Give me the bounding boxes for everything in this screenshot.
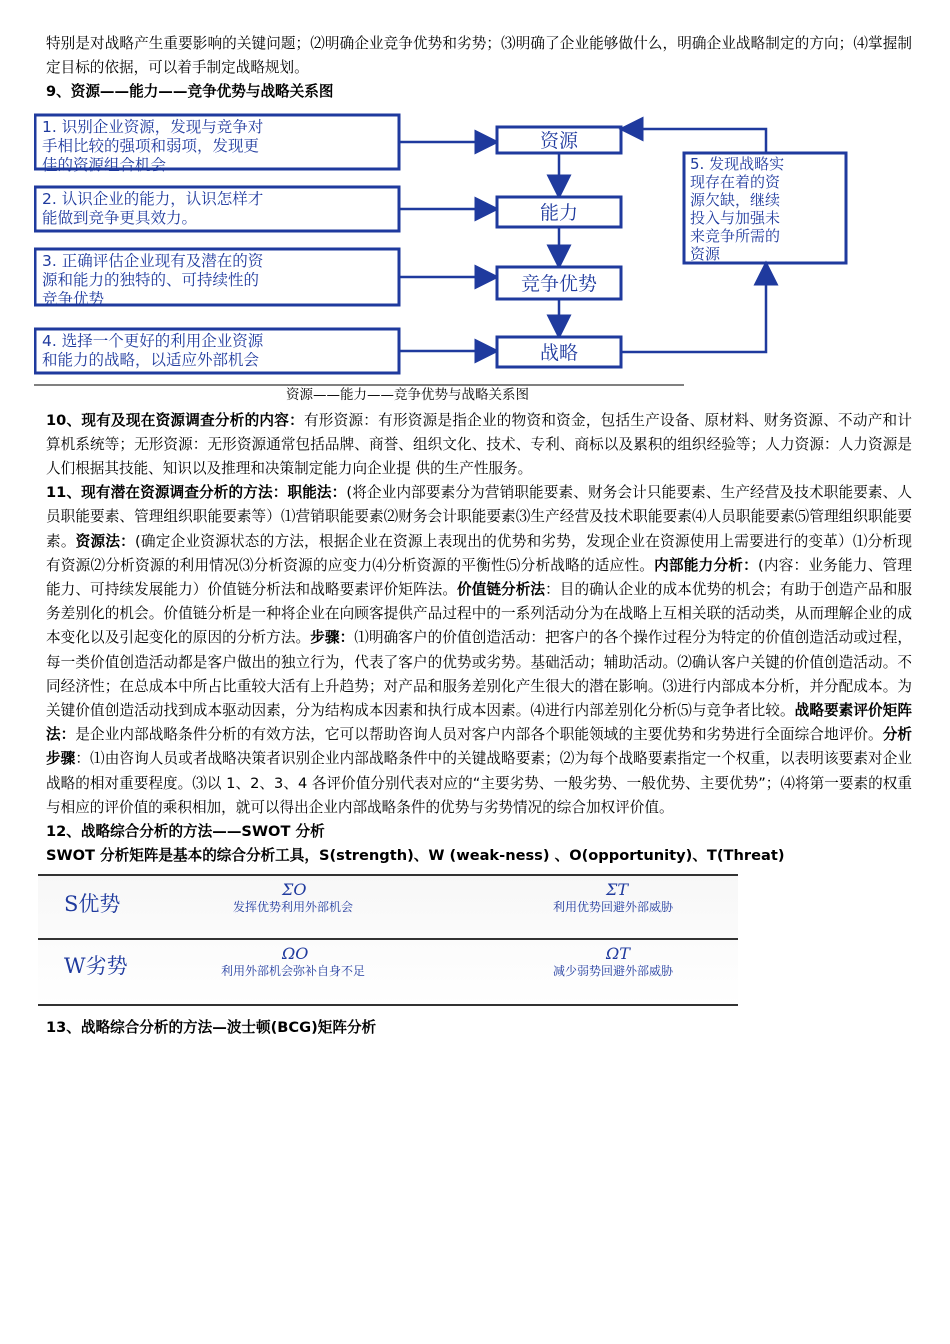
feedback-line-2: 现存在着的资 xyxy=(690,172,781,191)
swot-wt-text: 减少弱势回避外部威胁 xyxy=(552,964,673,979)
internal-capability-term: 内部能力分析： xyxy=(654,556,758,574)
feedback-in-arrow xyxy=(621,263,766,352)
swot-matrix xyxy=(38,874,738,1006)
step-text-2-line-1: 2. 认识企业的能力，认识怎样才 xyxy=(42,189,264,208)
swot-wt-symbol: ΩT xyxy=(606,944,630,964)
swot-so-text: 发挥优势利用外部机会 xyxy=(232,900,353,915)
resource-method-term: 资源法： xyxy=(75,532,136,550)
swot-wo-text: 利用外部机会弥补自身不足 xyxy=(220,964,365,979)
steps-term: 步骤： xyxy=(310,629,355,647)
node-label-4: 战略 xyxy=(539,341,579,364)
section-10-heading: 10、现有及现在资源调查分析的内容： xyxy=(46,411,304,429)
steps-text: ⑴明确客户的价值创造活动：把客户的各个操作过程分为特定的价值创造活动或过程，每一类价值创造活动都是客户做出的独立行为，代表了客户的优势或劣势。基础活动；辅助活动。⑵确认客户关键的价值创造活动。不同经济性；在总成本中所占比重较大活有上升趋势；对产品和服务差别化产生很大的潜在影响。⑶进行内部成本分析，并分配成本。为关键价值创造活动找到成本驱动因素，分为结构成本因素和执行成本因素。⑷进行内部差别化分析⑸与竞争者比较。 xyxy=(46,629,912,720)
value-chain-text: ：目的确认企业的成本优势的机会；有助于创造产品和服务差别化的机会。价值链分析是一种将企业在向顾客提供产品过程中的一系列活动分为在战略上互相关联的活动类，从而理解企业的成本变化以及引起变化的原因的分析方法。 xyxy=(46,581,912,647)
feedback-line-4: 投入与加强未 xyxy=(690,208,781,227)
swot-w-label: W劣势 xyxy=(64,954,128,979)
section-10-paragraph xyxy=(46,409,912,482)
section-12-subtitle: SWOT 分析矩阵是基本的综合分析工具，S(strength)、W (weak-ness) 、O(opportunity)、T(Threat) xyxy=(46,847,785,865)
node-label-3: 竞争优势 xyxy=(520,272,598,295)
swot-so-symbol: ΣO xyxy=(282,880,307,900)
swot-st-symbol: ΣT xyxy=(606,880,628,900)
step-text-4-line-1: 4. 选择一个更好的利用企业资源 xyxy=(42,331,264,350)
resource-capability-diagram xyxy=(34,109,894,409)
swot-wo-symbol: ΩO xyxy=(282,944,309,964)
step-text-3-line-2: 源和能力的独特的、可持续性的 xyxy=(42,270,260,289)
step-text-1-line-2: 手相比较的强项和弱项，发现更 xyxy=(42,136,260,155)
section-9-heading: 9、资源——能力——竞争优势与战略关系图 xyxy=(46,83,334,101)
analysis-steps-term: 分析步骤 xyxy=(46,726,912,768)
step-text-4-line-2: 和能力的战略，以适应外部机会 xyxy=(42,350,260,369)
internal-capability-text: (内容：业务能力、管理能力、可持续发展能力）价值链分析法和战略要素评价矩阵法。 xyxy=(46,556,912,599)
resource-method-text: (确定企业资源状态的方法，根据企业在资源上表现出的优势和劣势，发现企业在资源使用上需要进行的变革）⑴分析现有资源⑵分析资源的利用情况⑶分析资源的应变力⑷分析资源的平衡性⑸分析战略的适应性。 xyxy=(46,532,912,574)
feedback-line-6: 资源 xyxy=(690,244,721,263)
swot-top-rule xyxy=(38,874,738,876)
function-method-text: (将企业内部要素分为营销职能要素、财务会计只能要素、生产经营及技术职能要素、人员职能要素、管理组织职能要素等）⑴营销职能要素⑵财务会计职能要素⑶生产经营及技术职能要素⑷人员职能要素⑸管理组织职能要素。 xyxy=(46,484,912,550)
feedback-line-3: 源欠缺，继续 xyxy=(690,190,781,209)
diagram-caption: 资源——能力——竞争优势与战略关系图 xyxy=(286,386,529,403)
feedback-line-1: 5. 发现战略实 xyxy=(690,154,785,173)
feedback-line-5: 来竞争所需的 xyxy=(690,226,781,245)
step-text-1-line-1: 1. 识别企业资源，发现与竞争对 xyxy=(42,117,264,136)
intro-paragraph: 特别是对战略产生重要影响的关键问题；⑵明确企业竞争优势和劣势；⑶明确了企业能够做什么，明确企业战略制定的方向；⑷掌握制定目标的依据，可以着手制定战略规划。 xyxy=(46,35,912,77)
section-11-heading: 11、现有潜在资源调查分析的方法： xyxy=(46,484,288,502)
section-13-heading: 13、战略综合分析的方法—波士顿(BCG)矩阵分析 xyxy=(46,1019,377,1037)
step-text-2-line-2: 能做到竞争更具效力。 xyxy=(42,208,198,227)
document-page xyxy=(42,32,912,1041)
section-10-body: 有形资源：有形资源是指企业的物资和资金，包括生产设备、原材料、财务资源、不动产和计算机系统等；无形资源：无形资源通常包括品牌、商誉、组织文化、技术、专利、商标以及累积的组织经验等；人力资源：人力资源是人们根据其技能、知识以及推理和决策制定能力向企业提 供的生产性服务。 xyxy=(46,411,912,478)
step-text-1-line-3: 佳的资源组合机会 xyxy=(42,155,167,174)
feedback-out-arrow xyxy=(621,129,766,153)
step-text-3-line-1: 3. 正确评估企业现有及潜在的资 xyxy=(42,251,264,270)
swot-middle-rule xyxy=(38,938,738,940)
section-11-paragraph xyxy=(46,481,912,820)
value-chain-term: 价值链分析法 xyxy=(457,581,546,599)
node-label-1: 资源 xyxy=(539,129,579,152)
node-label-2: 能力 xyxy=(539,201,579,224)
analysis-steps-text: ：⑴由咨询人员或者战略决策者识别企业内部战略条件中的关键战略要素；⑵为每个战略要素指定一个权重，以表明该要素对企业战略的相对重要程度。⑶以 1、2、3、4 各评价值分别代表对应的“主要劣势、一般劣势、一般优势、主要优势”；⑷将第一要素的权重与相应的评价值的乘积相加，就可以得出企业内部战略条件的优势与劣势情况的综合加权评价值。 xyxy=(46,750,912,816)
factor-matrix-text: 是企业内部战略条件分析的有效方法，它可以帮助咨询人员对客户内部各个职能领域的主要优势和劣势进行全面综合地评价。 xyxy=(75,726,883,744)
step-text-3-line-3: 竞争优势 xyxy=(42,289,105,308)
swot-s-label: S优势 xyxy=(64,892,121,917)
factor-matrix-term: 战略要素评价矩阵法： xyxy=(46,702,912,744)
swot-st-text: 利用优势回避外部威胁 xyxy=(552,900,673,915)
function-method-term: 职能法： xyxy=(287,484,347,502)
section-12-heading: 12、战略综合分析的方法——SWOT 分析 xyxy=(46,823,325,841)
swot-bottom-rule xyxy=(38,1004,738,1006)
